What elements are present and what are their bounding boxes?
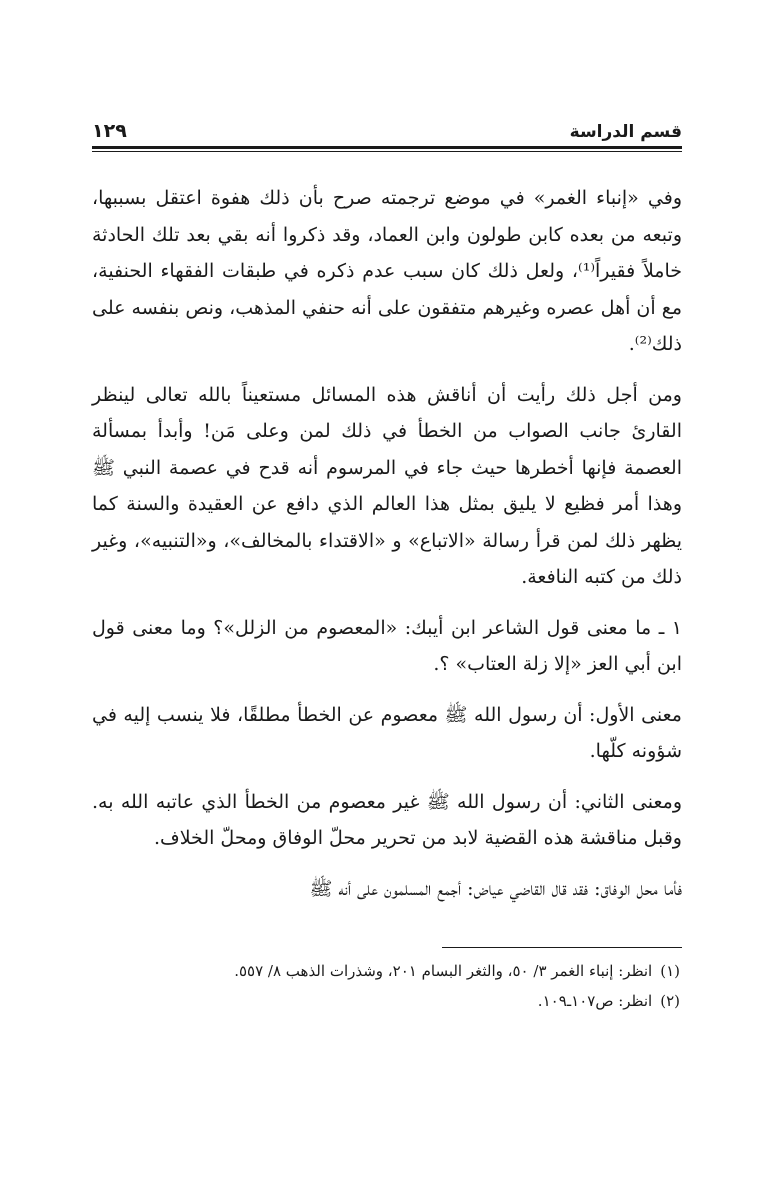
paragraph-4: معنى الأول: أن رسول الله ﷺ معصوم عن الخطأ مطلقًا، فلا ينسب إليه في شؤونه كلّها. — [92, 703, 682, 762]
main-text — [92, 180, 682, 921]
paragraph-6: فأما محل الوفاق: فقد قال القاضي عياض: أجمع المسلمون على أنه ﷺ — [309, 877, 682, 900]
footnote-text: انظر: ص١٠٧ـ١٠٩. — [537, 992, 653, 1010]
running-header — [92, 112, 682, 142]
header-rule-thick — [92, 146, 682, 149]
paragraph-5: ومعنى الثاني: أن رسول الله ﷺ غير معصوم من الخطأ الذي عاتبه الله به. وقبل مناقشة هذه القضية لابد من تحرير محلّ الوفاق ومحلّ الخلاف. — [92, 790, 682, 849]
footnote-1 — [90, 956, 680, 986]
footnote-text: انظر: إنباء الغمر ٣/ ٥٠، والثغر البسام ٢٠١، وشذرات الذهب ٨/ ٥٥٧. — [234, 962, 653, 980]
footnotes — [90, 956, 680, 1016]
footnote-marker: (١) — [660, 962, 680, 980]
footnote-marker: (٢) — [660, 992, 680, 1010]
footnote-2 — [90, 986, 680, 1016]
paragraph-1: وفي «إنباء الغمر» في موضع ترجمته صرح بأن ذلك هفوة اعتقل بسببها، وتبعه من بعده كابن طولون وابن العماد، وقد ذكروا أنه بقي بعد تلك الحادثة خاملاً فقيراً⁽¹⁾، ولعل ذلك كان سبب عدم ذكره في طبقات الفقهاء الحنفية، مع أن أهل عصره وغيرهم متفقون على أنه حنفي المذهب، ونص بنفسه على ذلك⁽²⁾. — [92, 187, 682, 355]
page-number: ١٢٩ — [92, 120, 127, 142]
paragraph-2: ومن أجل ذلك رأيت أن أناقش هذه المسائل مستعيناً بالله تعالى لينظر القارئ جانب الصواب من الخطأ في ذلك لمن وعلى مَن! وأبدأ بمسألة العصمة فإنها أخطرها حيث جاء في المرسوم أنه قدح في عصمة النبي ﷺ وهذا أمر فظيع لا يليق بمثل هذا العالم الذي دافع عن العقيدة والسنة كما يظهر ذلك لمن قرأ رسالة «الاتباع» و «الاقتداء بالمخالف»، و«التنبيه»، وغير ذلك من كتبه النافعة. — [92, 383, 682, 588]
section-title: قسم الدراسة — [569, 122, 682, 142]
paragraph-3: ١ ـ ما معنى قول الشاعر ابن أيبك: «المعصوم من الزلل»؟ وما معنى قول ابن أبي العز «إلا زلة العتاب» ؟. — [92, 616, 682, 675]
footnote-separator — [442, 947, 682, 948]
header-rule-thin — [92, 151, 682, 152]
